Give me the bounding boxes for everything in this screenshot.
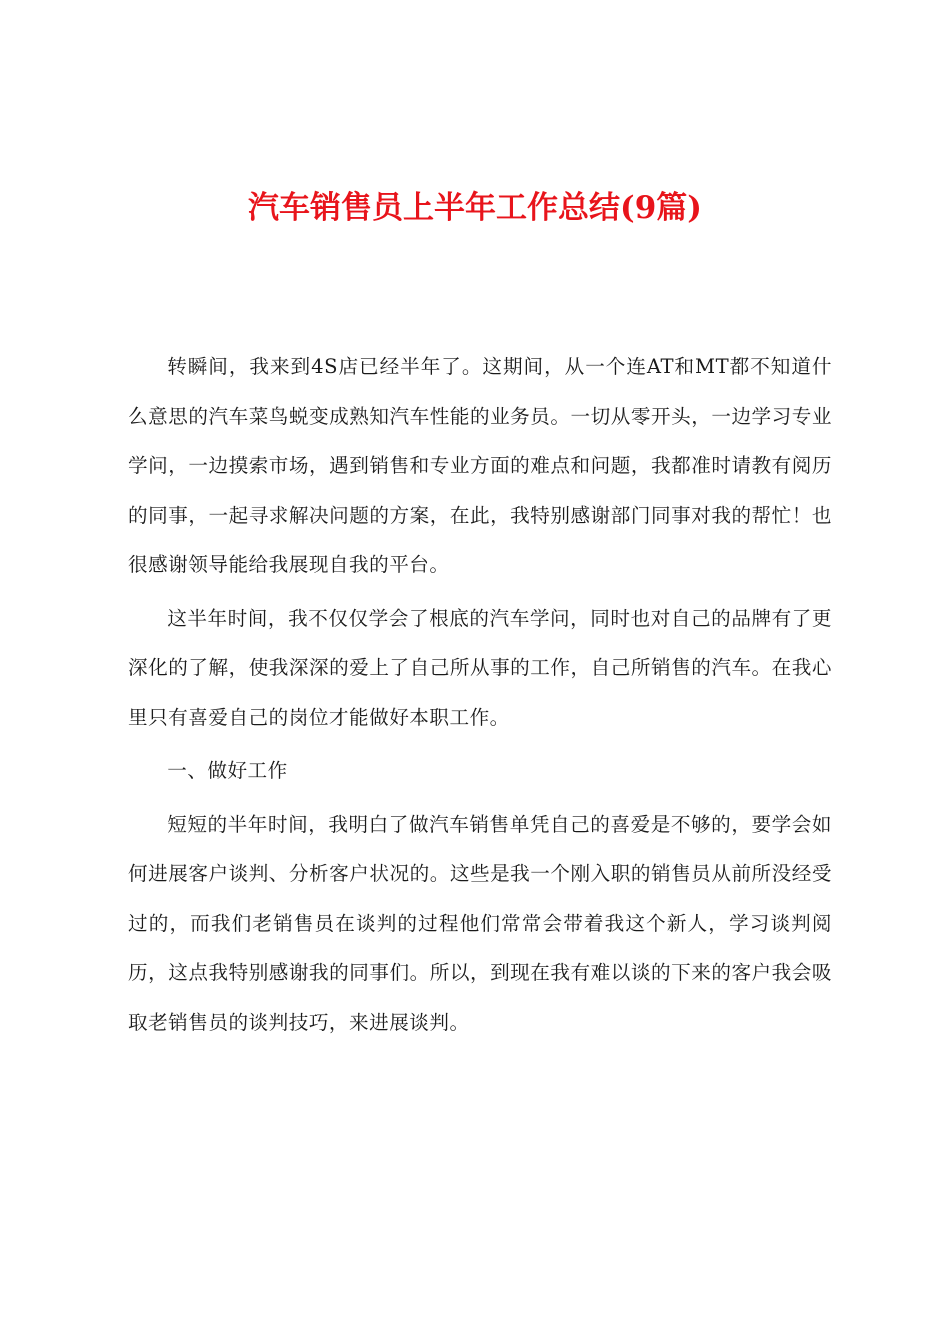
paragraph-half-year: 这半年时间，我不仅仅学会了根底的汽车学问，同时也对自己的品牌有了更深化的了解，使我深深的爱上了自己所从事的工作，自己所销售的汽车。在我心里只有喜爱自己的岗位才能做好本职工作。	[128, 606, 832, 729]
paragraph-negotiation: 短短的半年时间，我明白了做汽车销售单凭自己的喜爱是不够的，要学会如何进展客户谈判、分析客户状况的。这些是我一个刚入职的销售员从前所没经受过的，而我们老销售员在谈判的过程他们常常会带着我这个新人，学习谈判阅历，这点我特别感谢我的同事们。所以，到现在我有难以谈的下来的客户我会吸取老销售员的谈判技巧，来进展谈判。	[128, 812, 832, 1034]
document-body	[128, 342, 832, 1051]
paragraph-intro: 转瞬间，我来到4S店已经半年了。这期间，从一个连AT和MT都不知道什么意思的汽车菜鸟蜕变成熟知汽车性能的业务员。一切从零开头，一边学习专业学问，一边摸索市场，遇到销售和专业方面的难点和问题，我都准时请教有阅历的同事，一起寻求解决问题的方案，在此，我特别感谢部门同事对我的帮忙！也很感谢领导能给我展现自我的平台。	[128, 355, 832, 576]
document-title: 汽车销售员上半年工作总结(9篇)	[248, 190, 702, 226]
section-heading: 一、做好工作	[167, 759, 288, 782]
